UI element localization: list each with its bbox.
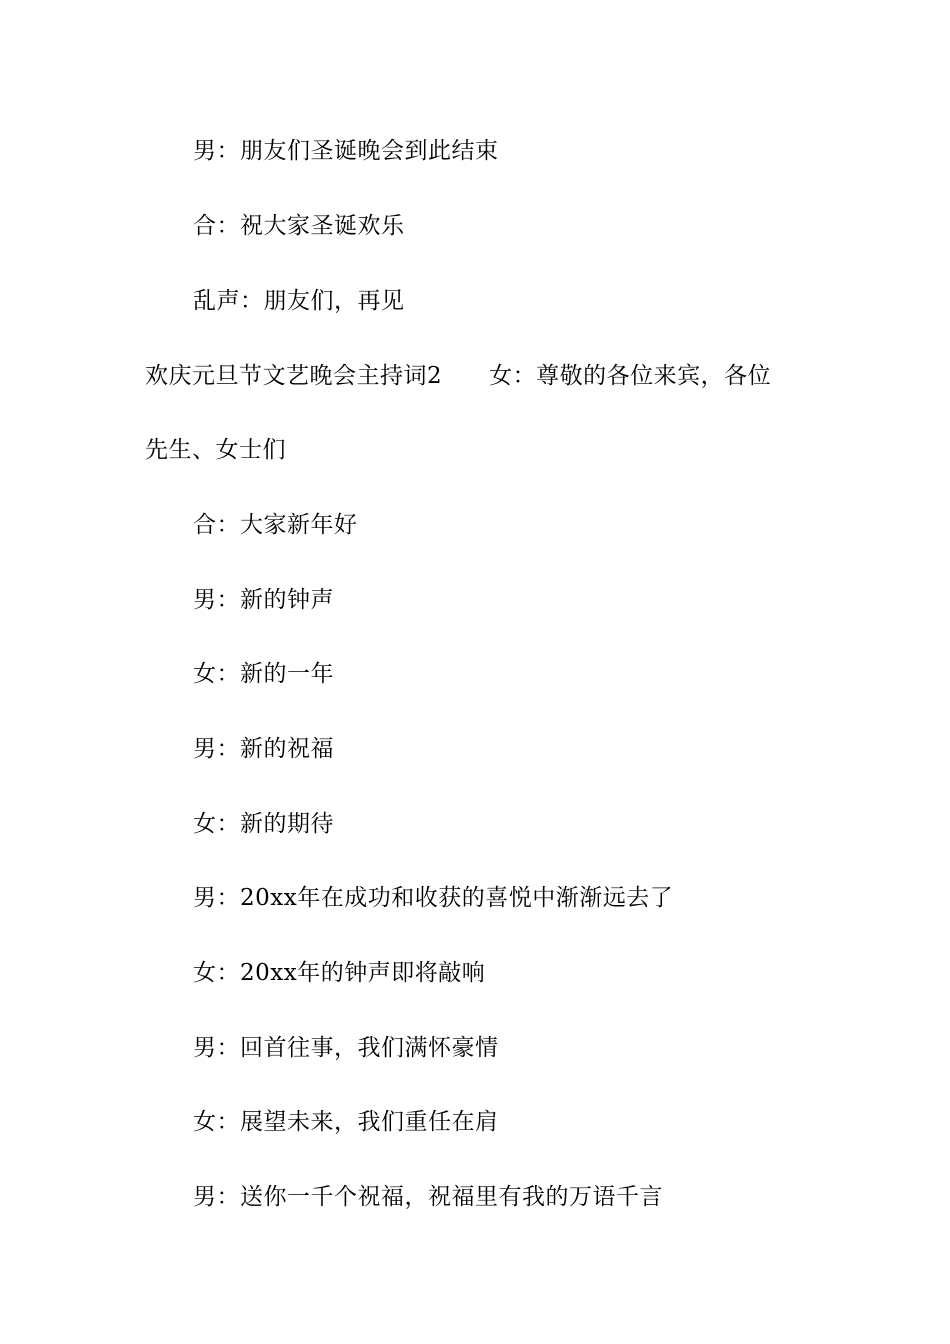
script-line: 女：展望未来，我们重任在肩 — [193, 1109, 499, 1135]
script-line: 女：新的期待 — [193, 811, 334, 837]
script-line: 女：20xx年的钟声即将敲响 — [193, 960, 486, 986]
script-line-continued: 先生、女士们 — [145, 437, 286, 463]
script-line: 合：祝大家圣诞欢乐 — [193, 213, 405, 239]
script-line: 女：新的一年 — [193, 661, 334, 687]
script-line: 合：大家新年好 — [193, 512, 358, 538]
script-line: 男：新的钟声 — [193, 587, 334, 613]
script-line: 男：送你一千个祝福，祝福里有我的万语千言 — [193, 1184, 663, 1210]
script-line: 男：朋友们圣诞晚会到此结束 — [193, 138, 499, 164]
script-line: 男：回首往事，我们满怀豪情 — [193, 1035, 499, 1061]
section-heading-line: 欢庆元旦节文艺晚会主持词2 女：尊敬的各位来宾，各位 — [145, 363, 772, 389]
script-line: 男：20xx年在成功和收获的喜悦中渐渐远去了 — [193, 885, 674, 911]
script-line: 乱声：朋友们，再见 — [193, 288, 405, 314]
script-line: 男：新的祝福 — [193, 736, 334, 762]
